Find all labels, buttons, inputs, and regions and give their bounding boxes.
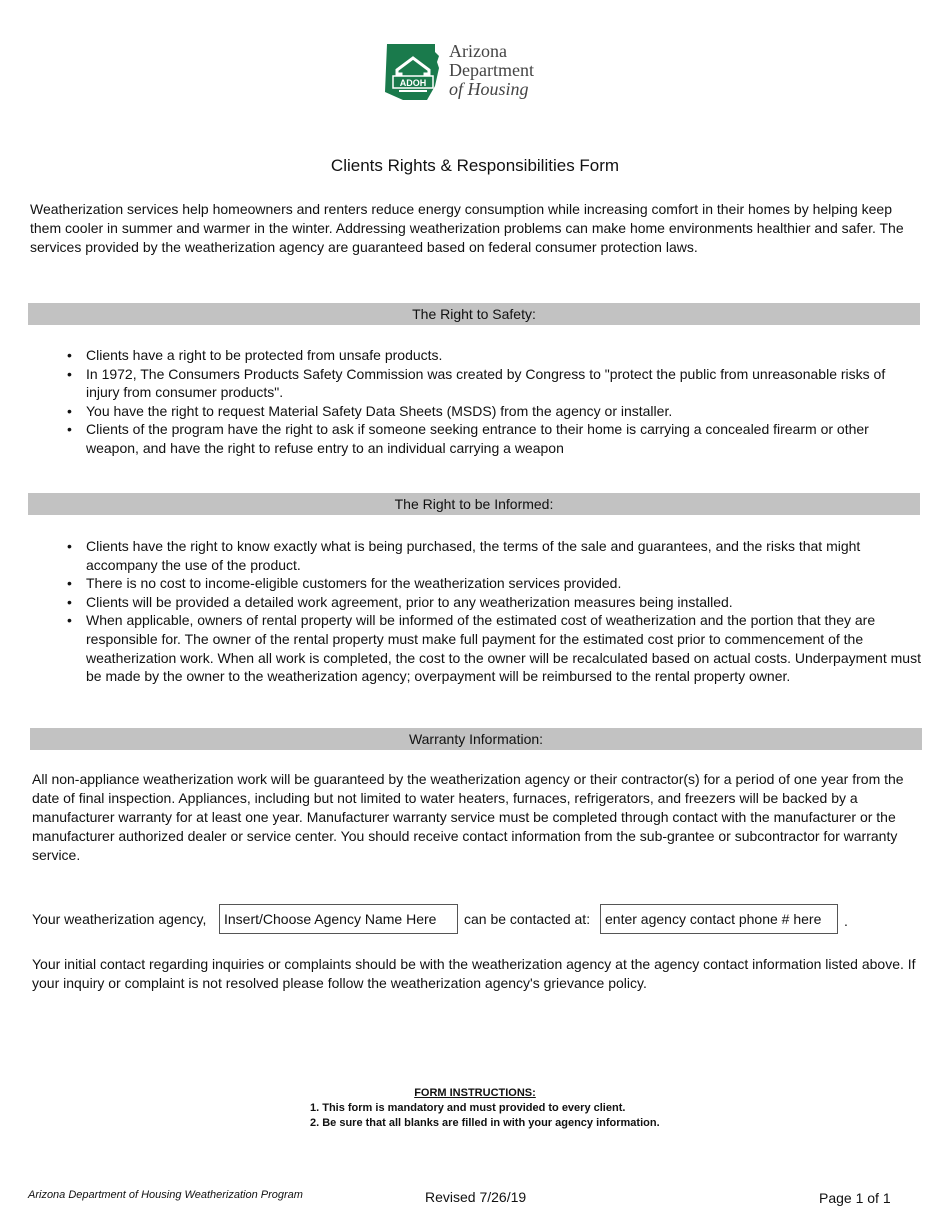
arizona-house-logo-icon — [383, 42, 443, 104]
form-instructions-heading — [0, 1086, 950, 1101]
list-item: • In 1972, The Consumers Products Safety Commission was created by Congress to "protect the public from unreasonable risks of injury from consumer products". — [86, 365, 921, 402]
instructions-heading: FORM INSTRUCTIONS: — [414, 1087, 536, 1099]
section-heading-safety: The Right to Safety: — [28, 303, 920, 325]
footer-page-number: Page 1 of 1 — [819, 1190, 891, 1206]
section-heading-informed: The Right to be Informed: — [28, 493, 920, 515]
safety-list — [29, 346, 921, 458]
contact-label: can be contacted at: — [464, 911, 591, 927]
list-item: • Clients have a right to be protected from unsafe products. — [86, 346, 921, 365]
intro-paragraph: Weatherization services help homeowners and renters reduce energy consumption while increasing comfort in their homes by helping keep them cooler in summer and warmer in the winter. Addressing weatherization problems can make home environments healthier and safer. The services provided by the weatherization agency are guaranteed based on federal consumer protection laws. — [30, 201, 904, 255]
agency-phone-field[interactable]: enter agency contact phone # here — [600, 904, 838, 934]
logo-line-2: Department — [449, 60, 534, 80]
list-item: • Clients will be provided a detailed work agreement, prior to any weatherization measures being installed. — [86, 593, 921, 612]
instructions-list — [310, 1101, 660, 1131]
contact-row-period: . — [844, 913, 848, 929]
list-item: • When applicable, owners of rental property will be informed of the estimated cost of weatherization and the portion that they are responsible for. The owner of the rental property must make full payment for the estimated cost prior to commencement of the weatherization work. When all work is completed, the cost to the owner will be recalculated based on actual costs. Underpayment must be made by the owner to the weatherization agency; overpayment will be reimbursed to the rental property owner. — [86, 611, 921, 685]
list-item: • Clients have the right to know exactly what is being purchased, the terms of the sale and guarantees, and the risks that might accompany the use of the product. — [86, 537, 921, 574]
inquiry-paragraph: Your initial contact regarding inquiries or complaints should be with the weatherization agency at the agency contact information listed above. If your inquiry or complaint is not resolved please follow the weatherization agency's grievance policy. — [32, 956, 916, 991]
list-item: • You have the right to request Material Safety Data Sheets (MSDS) from the agency or installer. — [86, 402, 921, 421]
warranty-paragraph: All non-appliance weatherization work will be guaranteed by the weatherization agency or their contractor(s) for a period of one year from the date of final inspection. Appliances, including but not limited to water heaters, furnaces, refrigerators, and freezers will be backed by a manufacturer warranty for at least one year. Manufacturer warranty service must be completed through contact with the manufacturer or the manufacturer authorized dealer or service center. You should receive contact information from the sub-grantee or subcontractor for warranty service. — [32, 771, 904, 863]
agency-name-field[interactable]: Insert/Choose Agency Name Here — [219, 904, 458, 934]
instruction-item: 1. This form is mandatory and must provided to every client. — [310, 1102, 626, 1114]
footer-revised: Revised 7/26/19 — [425, 1189, 527, 1205]
agency-label: Your weatherization agency, — [32, 911, 207, 927]
section-heading-warranty: Warranty Information: — [30, 728, 922, 750]
instruction-item: 2. Be sure that all blanks are filled in with your agency information. — [310, 1117, 660, 1129]
logo-line-1: Arizona — [449, 41, 507, 61]
adoh-logo — [383, 42, 558, 108]
logo-wordmark — [449, 42, 534, 99]
informed-list — [29, 537, 921, 686]
logo-line-3: of Housing — [449, 79, 529, 99]
form-title: Clients Rights & Responsibilities Form — [330, 156, 620, 175]
list-item: • There is no cost to income-eligible customers for the weatherization services provided. — [86, 574, 921, 593]
list-item: • Clients of the program have the right to ask if someone seeking entrance to their home is carrying a concealed firearm or other weapon, and have the right to refuse entry to an individual carrying a weapon — [86, 420, 921, 457]
footer-program: Arizona Department of Housing Weatherization Program — [28, 1189, 303, 1201]
logo-badge-text: ADOH — [399, 78, 427, 88]
